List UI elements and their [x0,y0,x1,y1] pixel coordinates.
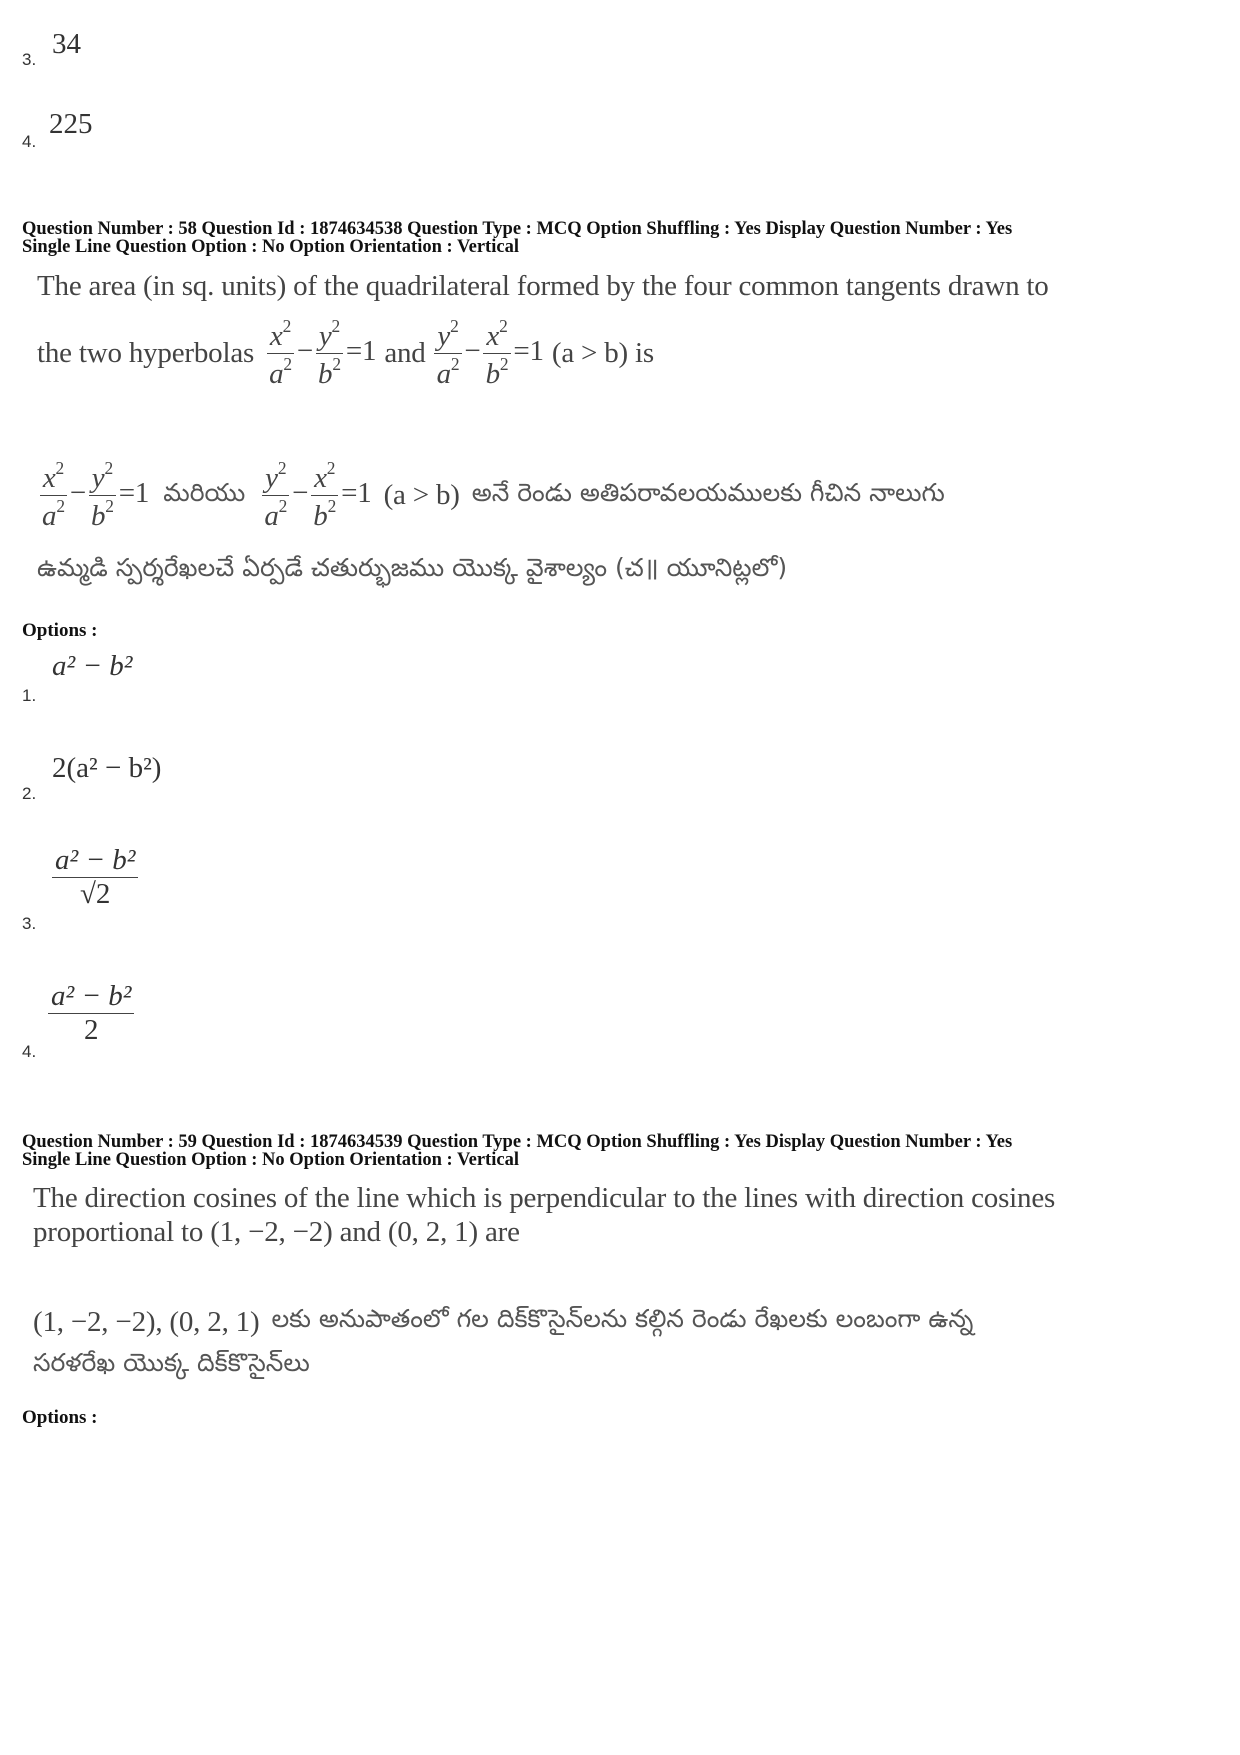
q58-telugu-line1-rest: అనే రెండు అతిపరావలయములకు గీచిన నాలుగు [471,477,945,507]
prev-option-4-value: 225 [49,108,93,140]
q58-english-line1: The area (in sq. units) of the quadrilateral formed by the four common tangents drawn to [37,270,1049,302]
q58-option-3-numerator: a² − b² [52,846,138,878]
q58-english-suffix: (a > b) is [551,337,654,370]
q58-meta-line1: Question Number : 58 Question Id : 1874634538 Question Type : MCQ Option Shuffling : Yes Display Question Number : Yes [22,219,1013,239]
q58-hyperbola2-equation: $\frac{y^2}{a^2}$ − $\frac{x^2}{b^2}$ =1 [432,318,544,389]
q59-telugu-line1 [33,1304,973,1340]
q58-option-1-value[interactable]: a² − b² [52,650,133,682]
q58-option-4-number: 4. [22,1042,37,1061]
q58-english-prefix: the two hyperbolas [37,337,255,370]
q58-telugu-condition: (a > b) [383,479,460,512]
q58-option-3-denominator: √2 [80,878,111,910]
q58-telugu-hyperbola2: $\frac{y^2}{a^2}$ − $\frac{x^2}{b^2}$ =1 [259,460,371,531]
q58-options-label: Options : [22,620,98,641]
q59-telugu-line1-rest: లకు అనుపాతంలో గల దిక్‌కొసైన్‌లను కల్గిన రెండు రేఖలకు లంబంగా ఉన్న [271,1304,974,1333]
q58-english-line2 [37,318,654,389]
q59-telugu-line2: సరళరేఖ యొక్క దిక్‌కొసైన్‌లు [33,1348,310,1377]
q58-meta-line2: Single Line Question Option : No Option Orientation : Vertical [22,237,519,257]
q58-option-2-value[interactable]: 2(a² − b²) [52,752,162,784]
q58-option-1-number: 1. [22,686,37,705]
q58-option-4-denominator: 2 [83,1014,99,1046]
prev-option-3-value: 34 [52,28,81,60]
q58-option-4-numerator: a² − b² [48,982,134,1014]
q58-hyperbola1-equation: $\frac{x^2}{a^2}$ − $\frac{y^2}{b^2}$ =1 [264,318,376,389]
q58-option-2-number: 2. [22,784,37,803]
q58-telugu-and: మరియు [163,477,246,507]
q58-english-and: and [384,337,426,370]
q59-meta-line2: Single Line Question Option : No Option Orientation : Vertical [22,1150,519,1170]
q58-telugu-line1 [37,460,945,531]
q58-telugu-line2: ఉమ్మడి స్పర్శరేఖలచే ఏర్పడే చతుర్భుజము యొక్క వైశాల్యం (చ॥ యూనిట్లలో) [37,553,788,582]
prev-option-4-number: 4. [22,132,37,151]
q59-meta-line1: Question Number : 59 Question Id : 1874634539 Question Type : MCQ Option Shuffling : Yes Display Question Number : Yes [22,1132,1013,1152]
q58-option-3-number: 3. [22,914,37,933]
prev-option-3-number: 3. [22,50,37,69]
q59-options-label: Options : [22,1407,98,1428]
q58-telugu-hyperbola1: $\frac{x^2}{a^2}$ − $\frac{y^2}{b^2}$ =1 [37,460,149,531]
q58-option-4-value[interactable] [46,982,136,1045]
q59-telugu-vectors: (1, −2, −2), (0, 2, 1) [33,1305,260,1338]
q58-option-3-value[interactable] [50,846,140,909]
q59-english-line1: The direction cosines of the line which is perpendicular to the lines with direction cosines [33,1182,1056,1214]
q59-english-line2: proportional to (1, −2, −2) and (0, 2, 1) are [33,1216,520,1248]
